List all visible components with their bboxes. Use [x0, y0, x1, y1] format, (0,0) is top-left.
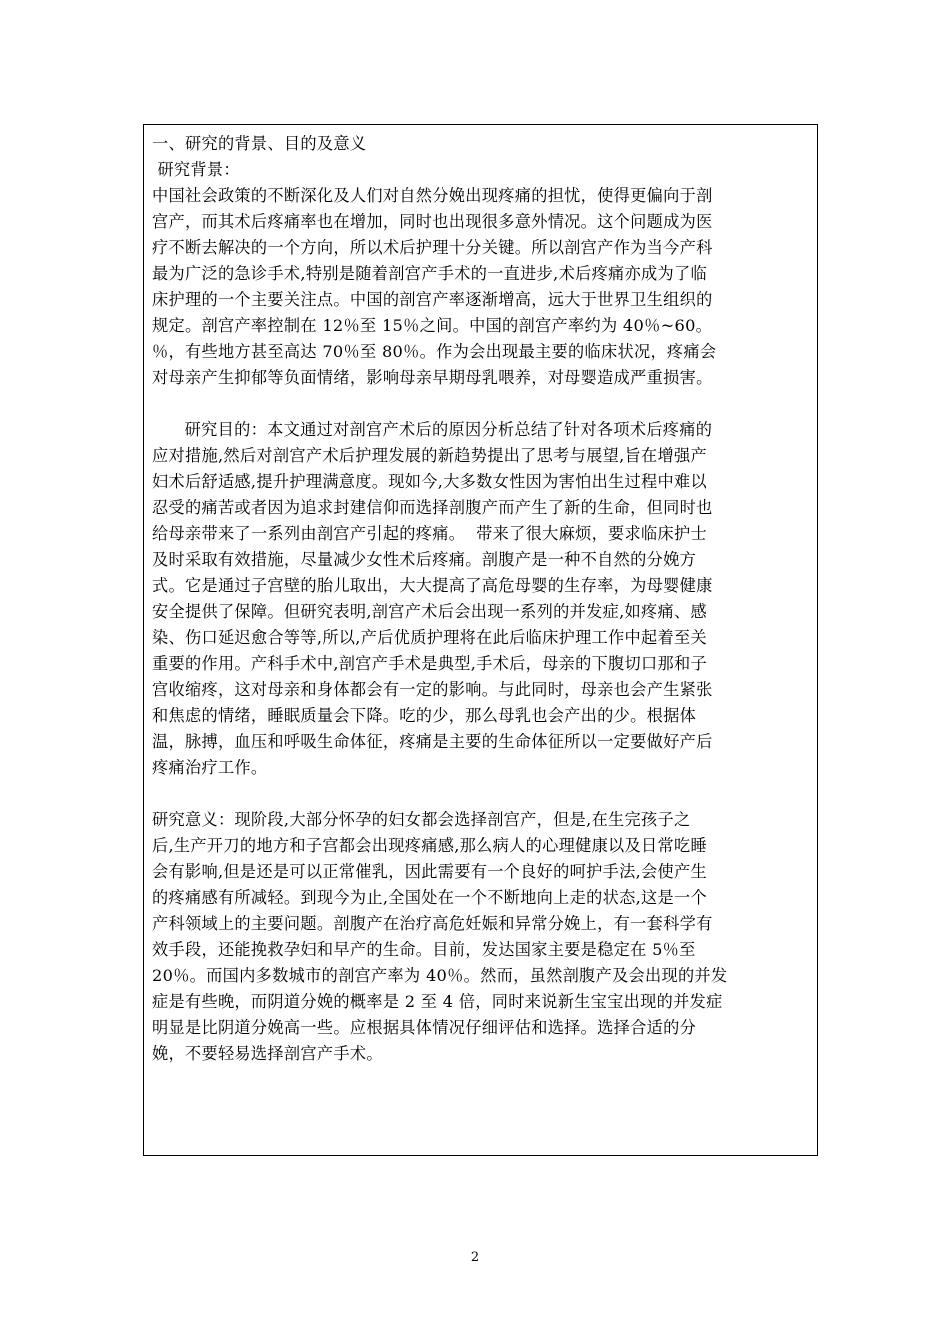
text-line: 中国社会政策的不断深化及人们对自然分娩出现疼痛的担忧，使得更偏向于剖: [152, 186, 713, 205]
text-line: 宫产，而其术后疼痛率也在增加，同时也出现很多意外情况。这个问题成为医: [152, 212, 713, 231]
text-line: ％，有些地方甚至高达 70％至 80％。作为会出现最主要的临床状况，疼痛会: [152, 342, 717, 361]
page-number: 2: [470, 1250, 480, 1265]
text-line: 产科领域上的主要问题。剖腹产在治疗高危妊娠和异常分娩上，有一套科学有: [152, 914, 713, 933]
text-line: 式。它是通过子宫壁的胎儿取出，大大提高了高危母婴的生存率，为母婴健康: [152, 576, 713, 595]
background-paragraph: [152, 183, 811, 391]
text-line: 重要的作用。产科手术中,剖宫产手术是典型,手术后，母亲的下腹切口那和子: [152, 654, 707, 673]
text-line: 娩，不要轻易选择剖宫产手术。: [152, 1044, 383, 1063]
section-heading: 一、研究的背景、目的及意义: [152, 134, 367, 153]
text-line: 20％。而国内多数城市的剖宫产率为 40％。然而，虽然剖腹产及会出现的并发: [152, 966, 728, 985]
text-line: 研究意义：现阶段,大部分怀孕的妇女都会选择剖宫产，但是,在生完孩子之: [152, 810, 691, 829]
text-line: 对母亲产生抑郁等负面情绪，影响母亲早期母乳喂养，对母婴造成严重损害。: [152, 368, 713, 387]
text-line: 温，脉搏，血压和呼吸生命体征，疼痛是主要的生命体征所以一定要做好产后: [152, 732, 713, 751]
text-line: 床护理的一个主要关注点。中国的剖宫产率逐渐增高，远大于世界卫生组织的: [152, 290, 713, 309]
background-label: 研究背景：: [152, 160, 240, 179]
text-line: 症是有些晚，而阴道分娩的概率是 2 至 4 倍，同时来说新生宝宝出现的并发症: [152, 992, 723, 1011]
paragraph-gap: [152, 781, 811, 807]
text-line: 会有影响,但是还是可以正常催乳，因此需要有一个良好的呵护手法,会使产生: [152, 862, 707, 881]
text-line: 效手段，还能挽救孕妇和早产的生命。目前，发达国家主要是稳定在 5％至: [152, 940, 696, 959]
text-line: 给母亲带来了一系列由剖宫产引起的疼痛。 带来了很大麻烦，要求临床护士: [152, 524, 707, 543]
text-line: 疼痛治疗工作。: [152, 758, 268, 777]
text-line: 及时采取有效措施，尽量减少女性术后疼痛。剖腹产是一种不自然的分娩方: [152, 550, 697, 569]
text-line: 和焦虑的情绪，睡眠质量会下降。吃的少，那么母乳也会产出的少。根据体: [152, 706, 697, 725]
text-line: 安全提供了保障。但研究表明,剖宫产术后会出现一系列的并发症,如疼痛、感: [152, 602, 707, 621]
text-line: 明显是比阴道分娩高一些。应根据具体情况仔细评估和选择。选择合适的分: [152, 1018, 697, 1037]
text-line: 忍受的痛苦或者因为追求封建信仰而选择剖腹产而产生了新的生命，但同时也: [152, 498, 713, 517]
text-line: 妇术后舒适感,提升护理满意度。现如今,大多数女性因为害怕出生过程中难以: [152, 472, 707, 491]
text-line: 规定。剖宫产率控制在 12％至 15％之间。中国的剖宫产率约为 40％~60。: [152, 316, 713, 335]
text-line: 应对措施,然后对剖宫产术后护理发展的新趋势提出了思考与展望,旨在增强产: [152, 446, 707, 465]
text-line: 的疼痛感有所减轻。到现今为止,全国处在一个不断地向上走的状态,这是一个: [152, 888, 707, 907]
text-line: 疗不断去解决的一个方向，所以术后护理十分关键。所以剖宫产作为当今产科: [152, 238, 713, 257]
text-line: 宫收缩疼，这对母亲和身体都会有一定的影响。与此同时，母亲也会产生紧张: [152, 680, 713, 699]
text-line: 研究目的：本文通过对剖宫产术后的原因分析总结了针对各项术后疼痛的: [152, 420, 713, 439]
paragraph-gap: [152, 391, 811, 417]
significance-paragraph: [152, 807, 811, 1067]
purpose-paragraph: [152, 417, 811, 781]
text-line: 染、伤口延迟愈合等等,所以,产后优质护理将在此后临床护理工作中起着至关: [152, 628, 707, 647]
document-body: [152, 131, 811, 1067]
text-line: 后,生产开刀的地方和子宫都会出现疼痛感,那么病人的心理健康以及日常吃睡: [152, 836, 707, 855]
content-box: [143, 124, 818, 1156]
text-line: 最为广泛的急诊手术,特别是随着剖宫产手术的一直进步,术后疼痛亦成为了临: [152, 264, 707, 283]
